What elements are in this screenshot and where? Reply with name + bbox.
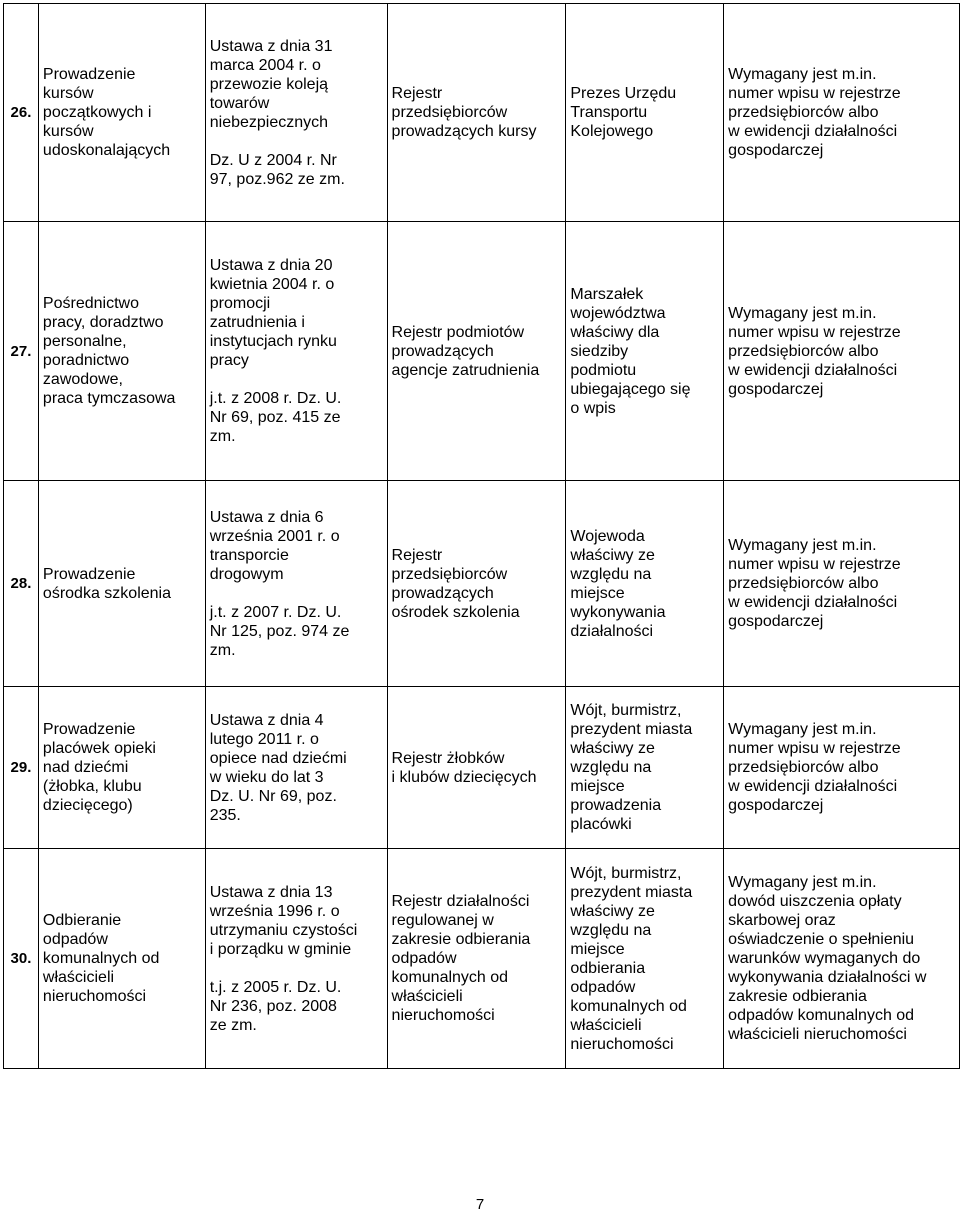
cell-line: instytucjach rynku (209, 333, 337, 350)
cell-line: Pośrednictwo (42, 295, 139, 312)
cell-line: Ustawa z dnia 31 (209, 37, 333, 55)
cell-line: właściwy ze (570, 546, 655, 564)
register-cell (387, 849, 566, 1069)
cell-line: ośrodka szkolenia (42, 584, 171, 602)
cell-line: Rejestr (391, 85, 443, 102)
cell-line: placówki (570, 816, 632, 833)
cell-line: właściwy ze (570, 740, 655, 757)
legal-basis-cell (205, 481, 387, 687)
cell-line: Rejestr działalności (391, 893, 530, 910)
cell-line: o wpis (570, 399, 616, 417)
cell-line: promocji (209, 295, 271, 312)
cell-line: pracy (209, 352, 249, 369)
cell-line: numer wpisu w rejestrze (728, 323, 901, 341)
cell-line: odpadów (570, 978, 636, 996)
cell-line: 235. (209, 806, 241, 824)
cell-line: numer wpisu w rejestrze (728, 85, 901, 102)
cell-line: właściwy ze (570, 902, 655, 920)
cell-line: przedsiębiorców (391, 104, 508, 121)
cell-line: zm. (209, 641, 236, 659)
cell-line: względu na (570, 565, 652, 583)
requirements-cell (724, 4, 960, 222)
cell-line: względu na (570, 759, 652, 776)
cell-line: prowadzących (391, 342, 494, 360)
line-gap (210, 959, 383, 978)
cell-line: przedsiębiorców albo (728, 104, 879, 121)
cell-line: nad dziećmi (42, 759, 129, 776)
cell-line: Wojewoda (570, 527, 645, 545)
table-row (4, 849, 960, 1069)
cell-line: zm. (209, 428, 236, 445)
cell-line: Ustawa z dnia 20 (209, 257, 333, 274)
activity-cell (38, 687, 205, 849)
cell-line: Nr 236, poz. 2008 (209, 997, 337, 1015)
line-gap (210, 370, 383, 389)
cell-line: placówek opieki (42, 740, 156, 757)
cell-line: skarbowej oraz (728, 912, 836, 929)
authority-cell (566, 481, 724, 687)
cell-line: Dz. U. Nr 69, poz. (209, 787, 337, 805)
table-row (4, 481, 960, 687)
requirements-cell (724, 481, 960, 687)
cell-line: prowadzących kursy (391, 123, 537, 140)
cell-line: gospodarczej (728, 797, 824, 814)
cell-line: prezydent miasta (570, 883, 693, 901)
cell-line: Rejestr (391, 546, 443, 564)
cell-line: województwa (570, 304, 666, 322)
cell-line: Wójt, burmistrz, (570, 702, 682, 719)
cell-line: w ewidencji działalności (728, 123, 898, 140)
cell-line: numer wpisu w rejestrze (728, 740, 901, 757)
cell-line: przedsiębiorców (391, 565, 508, 583)
cell-line: wykonywania (570, 603, 666, 621)
cell-line: komunalnych od (391, 969, 509, 986)
cell-line: 97, poz.962 ze zm. (209, 170, 345, 188)
cell-line: udoskonalających (42, 142, 171, 159)
cell-line: prowadzenia (570, 797, 662, 814)
legal-basis-cell (205, 849, 387, 1069)
activity-cell (38, 481, 205, 687)
cell-line: zakresie odbierania (391, 931, 531, 948)
register-cell (387, 687, 566, 849)
cell-line: miejsce (570, 778, 625, 795)
authority-cell (566, 222, 724, 481)
cell-line: podmiotu (570, 361, 637, 379)
cell-line: właścicieli (42, 969, 115, 986)
cell-line: nieruchomości (42, 988, 147, 1005)
cell-line: Wymagany jest m.in. (728, 874, 877, 891)
activity-cell (38, 222, 205, 481)
cell-line: właścicieli (391, 988, 463, 1005)
row-number: 30. (4, 849, 39, 1069)
register-cell (387, 4, 566, 222)
cell-line: j.t. z 2007 r. Dz. U. (209, 603, 342, 621)
cell-line: w ewidencji działalności (728, 361, 898, 379)
cell-line: Ustawa z dnia 4 (209, 711, 324, 729)
cell-line: prezydent miasta (570, 721, 693, 738)
cell-line: Prezes Urzędu (570, 85, 677, 102)
cell-line: drogowym (209, 565, 284, 583)
authority-cell (566, 849, 724, 1069)
cell-line: Prowadzenie (42, 66, 136, 83)
cell-line: przedsiębiorców albo (728, 342, 879, 360)
table-row (4, 222, 960, 481)
requirements-cell (724, 222, 960, 481)
cell-line: kursów (42, 123, 94, 140)
cell-line: prowadzących (391, 584, 494, 602)
cell-line: kursów (42, 85, 94, 102)
cell-line: września 2001 r. o (209, 527, 340, 545)
cell-line: w wieku do lat 3 (209, 768, 324, 786)
line-gap (210, 584, 383, 603)
cell-line: Prowadzenie (42, 565, 136, 583)
cell-line: t.j. z 2005 r. Dz. U. (209, 978, 342, 996)
cell-line: poradnictwo (42, 352, 130, 369)
cell-line: j.t. z 2008 r. Dz. U. (209, 390, 342, 407)
cell-line: Transportu (570, 104, 648, 121)
cell-line: warunków wymaganych do (728, 950, 921, 967)
cell-line: ubiegającego się (570, 380, 691, 398)
authority-cell (566, 687, 724, 849)
cell-line: marca 2004 r. o (209, 56, 321, 74)
row-number: 27. (4, 222, 39, 481)
cell-line: Rejestr żłobków (391, 749, 505, 767)
cell-line: odpadów komunalnych od (728, 1007, 915, 1024)
page-number: 7 (475, 1196, 485, 1213)
activity-cell (38, 4, 205, 222)
requirements-cell (724, 687, 960, 849)
cell-line: opiece nad dziećmi (209, 749, 347, 767)
cell-line: przedsiębiorców albo (728, 575, 879, 592)
legal-basis-cell (205, 4, 387, 222)
cell-line: właścicieli (570, 1016, 642, 1034)
cell-line: utrzymaniu czystości (209, 921, 358, 939)
cell-line: komunalnych od (42, 950, 160, 967)
cell-line: Wymagany jest m.in. (728, 537, 877, 554)
cell-line: dowód uiszczenia opłaty (728, 893, 902, 910)
cell-line: Ustawa z dnia 13 (209, 883, 333, 901)
cell-line: Marszałek (570, 285, 644, 303)
register-cell (387, 222, 566, 481)
cell-line: nieruchomości (570, 1035, 674, 1053)
cell-line: niebezpiecznych (209, 113, 329, 131)
row-number: 28. (4, 481, 39, 687)
cell-line: początkowych i (42, 104, 152, 121)
cell-line: gospodarczej (728, 380, 824, 398)
cell-line: kwietnia 2004 r. o (209, 276, 335, 293)
cell-line: gospodarczej (728, 142, 824, 159)
cell-line: numer wpisu w rejestrze (728, 556, 901, 573)
cell-line: Prowadzenie (42, 721, 136, 738)
cell-line: Ustawa z dnia 6 (209, 508, 324, 526)
cell-line: Odbieranie (42, 912, 122, 929)
authority-cell (566, 4, 724, 222)
cell-line: dziecięcego) (42, 797, 133, 814)
cell-line: gospodarczej (728, 613, 824, 630)
cell-line: działalności (570, 622, 654, 640)
cell-line: i porządku w gminie (209, 940, 352, 958)
cell-line: Nr 69, poz. 415 ze (209, 409, 341, 426)
cell-line: lutego 2011 r. o (209, 730, 319, 748)
cell-line: odbierania (570, 959, 646, 977)
cell-line: i klubów dziecięcych (391, 768, 537, 786)
cell-line: Kolejowego (570, 123, 654, 140)
cell-line: zakresie odbierania (728, 988, 867, 1005)
cell-line: Nr 125, poz. 974 ze (209, 622, 350, 640)
cell-line: Wójt, burmistrz, (570, 864, 682, 882)
cell-line: Wymagany jest m.in. (728, 721, 877, 738)
cell-line: przewozie koleją (209, 75, 329, 93)
cell-line: miejsce (570, 584, 625, 602)
requirements-cell (724, 849, 960, 1069)
cell-line: Wymagany jest m.in. (728, 304, 877, 322)
cell-line: Rejestr podmiotów (391, 323, 525, 341)
cell-line: nieruchomości (391, 1007, 495, 1024)
cell-line: ośrodek szkolenia (391, 603, 520, 621)
cell-line: transporcie (209, 546, 289, 564)
cell-line: regulowanej w (391, 912, 494, 929)
cell-line: komunalnych od (570, 997, 687, 1015)
cell-line: zawodowe, (42, 371, 123, 388)
cell-line: w ewidencji działalności (728, 778, 898, 795)
cell-line: września 1996 r. o (209, 902, 340, 920)
activity-table (3, 3, 960, 1069)
cell-line: odpadów (391, 950, 457, 967)
cell-line: personalne, (42, 333, 127, 350)
cell-line: wykonywania działalności w (728, 969, 927, 986)
row-number: 29. (4, 687, 39, 849)
cell-line: Dz. U z 2004 r. Nr (209, 151, 337, 169)
cell-line: odpadów (42, 931, 108, 948)
register-cell (387, 481, 566, 687)
legal-basis-cell (205, 222, 387, 481)
legal-basis-cell (205, 687, 387, 849)
line-gap (210, 132, 383, 151)
cell-line: Wymagany jest m.in. (728, 66, 877, 83)
cell-line: zatrudnienia i (209, 314, 305, 331)
cell-line: właścicieli nieruchomości (728, 1026, 907, 1043)
cell-line: miejsce (570, 940, 625, 958)
table-row (4, 4, 960, 222)
cell-line: oświadczenie o spełnieniu (728, 931, 915, 948)
cell-line: siedziby (570, 342, 629, 360)
cell-line: towarów (209, 94, 270, 112)
cell-line: względu na (570, 921, 652, 939)
cell-line: w ewidencji działalności (728, 594, 898, 611)
cell-line: przedsiębiorców albo (728, 759, 879, 776)
cell-line: pracy, doradztwo (42, 314, 164, 331)
cell-line: agencje zatrudnienia (391, 361, 540, 379)
cell-line: (żłobka, klubu (42, 778, 142, 795)
activity-cell (38, 849, 205, 1069)
row-number: 26. (4, 4, 39, 222)
cell-line: ze zm. (209, 1016, 257, 1034)
cell-line: właściwy dla (570, 323, 660, 341)
cell-line: praca tymczasowa (42, 390, 176, 407)
table-row (4, 687, 960, 849)
